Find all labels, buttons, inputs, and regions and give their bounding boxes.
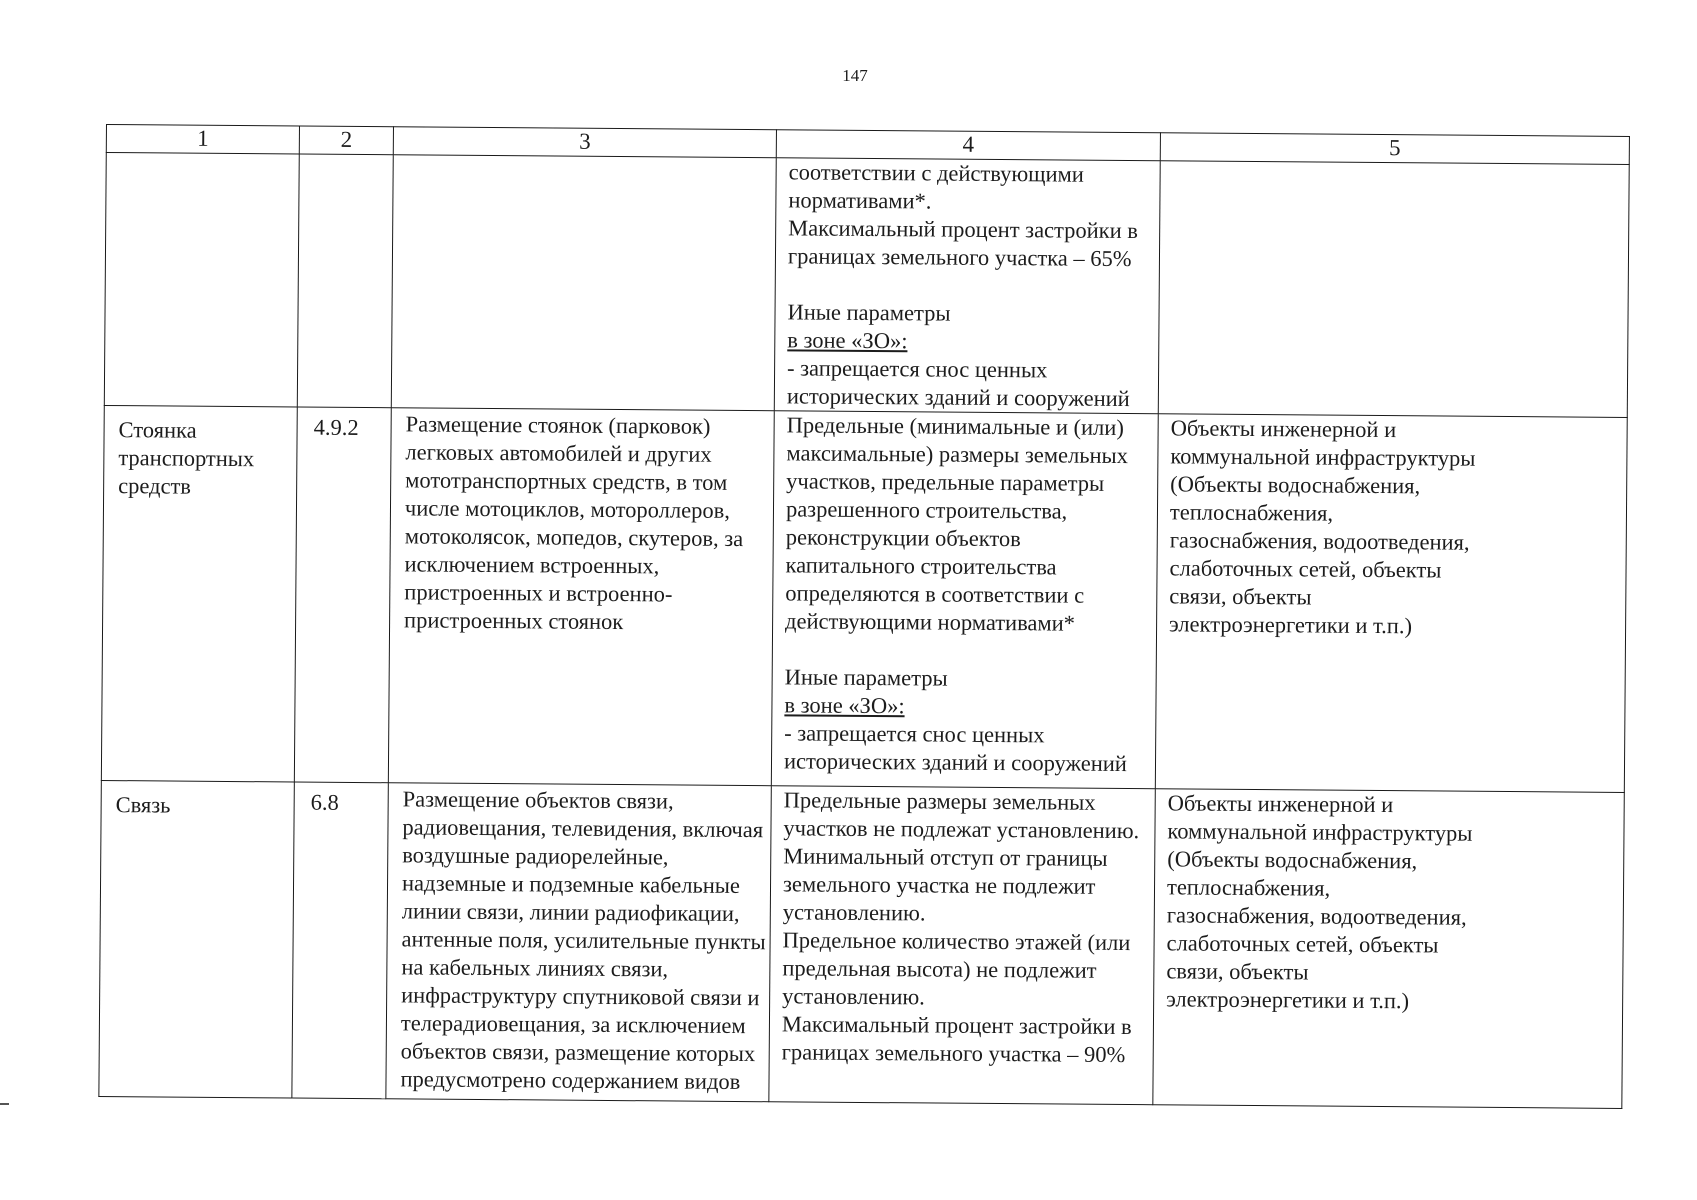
column-header-2: 2 (299, 126, 393, 155)
parameters-line: нормативами*. (788, 187, 932, 214)
use-code-cell (297, 154, 393, 408)
description-line: инфраструктуру спутниковой связи и (401, 982, 760, 1011)
description-line: мотоколясок, мопедов, скутеров, за (404, 523, 744, 552)
use-name-line: Связь (115, 792, 171, 818)
table-row-communications (99, 780, 1624, 1108)
use-name-line: Стоянка (118, 417, 197, 443)
table-row-continuation (104, 153, 1629, 418)
use-name-line: транспортных (118, 445, 255, 472)
parameters-line: границах земельного участка – 90% (781, 1039, 1126, 1068)
use-name-cell (101, 405, 297, 782)
use-name-line: средств (118, 473, 192, 499)
infrastructure-line: электроэнергетики и т.п.) (1169, 611, 1413, 639)
infrastructure-line: слаботочных сетей, объекты (1166, 930, 1439, 958)
infrastructure-line: электроэнергетики и т.п.) (1166, 986, 1410, 1014)
description-line: воздушные радиорелейные, (402, 842, 669, 870)
page-number: 147 (842, 66, 868, 85)
land-use-table (98, 124, 1630, 1109)
paragraph-gap (788, 270, 1151, 301)
zone-label: в зоне «ЗО»: (784, 692, 905, 719)
description-line: исключением встроенных, (404, 551, 660, 579)
parameters-line: Иные параметры (787, 299, 951, 326)
parameters-line: соответствии с действующими (788, 159, 1084, 187)
parameters-line: участков, предельные параметры (786, 468, 1105, 496)
infrastructure-line: связи, объекты (1166, 958, 1309, 985)
use-name-cell (104, 153, 299, 408)
infrastructure-cell (1153, 789, 1624, 1109)
description-line: на кабельных линиях связи, (401, 954, 669, 982)
use-description-cell (391, 155, 776, 411)
column-header-3: 3 (393, 127, 776, 158)
parameters-line: Предельные размеры земельных (783, 787, 1096, 815)
infrastructure-line: коммунальной инфраструктуры (1167, 818, 1473, 846)
parameters-line: границах земельного участка – 65% (787, 243, 1132, 272)
paragraph-gap (785, 635, 1148, 666)
parameters-line: предельная высота) не подлежит (782, 955, 1097, 983)
infrastructure-line: (Объекты водоснабжения, (1167, 846, 1418, 874)
table-row-parking (101, 405, 1627, 792)
parameters-line: земельного участка не подлежит (782, 871, 1096, 899)
description-line: телерадиовещания, за исключением (400, 1010, 746, 1039)
parameters-line: установлению. (782, 899, 926, 926)
column-header-5: 5 (1160, 133, 1629, 165)
parameters-line: участков не подлежат установлению. (783, 815, 1140, 844)
column-header-1: 1 (106, 125, 299, 155)
infrastructure-line: слаботочных сетей, объекты (1169, 555, 1442, 583)
use-description-cell (386, 783, 771, 1102)
use-code-cell (294, 407, 391, 783)
parameters-cell (769, 786, 1155, 1105)
parameters-line: Предельные (минимальные и (или) (786, 412, 1124, 441)
parameters-line: действующими нормативами* (785, 608, 1076, 636)
infrastructure-line: Объекты инженерной и (1170, 415, 1397, 443)
infrastructure-line: коммунальной инфраструктуры (1170, 443, 1476, 471)
parameters-line: - запрещается снос ценных (784, 720, 1045, 748)
parameters-cell (774, 158, 1160, 414)
description-line: числе мотоциклов, мотороллеров, (404, 495, 730, 523)
parameters-cell (771, 411, 1158, 789)
use-description-cell (388, 408, 774, 786)
parameters-line: Максимальный процент застройки в (781, 1011, 1132, 1040)
infrastructure-line: теплоснабжения, (1166, 874, 1331, 901)
description-line: надземные и подземные кабельные (401, 870, 741, 899)
description-line: радиовещания, телевидения, включая (402, 814, 764, 843)
parameters-line: капитального строительства (785, 552, 1057, 580)
description-line: пристроенных стоянок (404, 607, 624, 635)
parameters-line: Максимальный процент застройки в (788, 215, 1139, 244)
column-header-4: 4 (776, 130, 1160, 161)
parameters-line: исторических зданий и сооружений (786, 383, 1130, 412)
description-line: пристроенных и встроенно- (404, 579, 673, 607)
parameters-line: максимальные) размеры земельных (786, 440, 1129, 469)
use-code: 6.8 (310, 789, 339, 815)
parameters-line: - запрещается снос ценных (787, 355, 1048, 383)
parameters-line: реконструкции объектов (785, 524, 1021, 552)
infrastructure-line: газоснабжения, водоотведения, (1169, 527, 1470, 555)
description-line: мототранспортных средств, в том (405, 467, 728, 495)
description-line: легковых автомобилей и других (405, 439, 712, 467)
zone-label: в зоне «ЗО»: (787, 327, 908, 354)
infrastructure-line: теплоснабжения, (1169, 499, 1334, 526)
use-code-cell (292, 782, 388, 1099)
description-line: антенные поля, усилительные пункты (401, 926, 766, 955)
infrastructure-line: (Объекты водоснабжения, (1170, 471, 1421, 499)
parameters-line: установлению. (782, 983, 925, 1010)
description-line: Размещение стоянок (парковок) (405, 411, 711, 439)
description-line: линии связи, линии радиофикации, (401, 898, 740, 927)
infrastructure-cell (1158, 161, 1629, 418)
parameters-line: разрешенного строительства, (785, 496, 1068, 524)
description-line: предусмотрено содержанием видов (400, 1066, 741, 1095)
parameters-line: Предельное количество этажей (или (782, 927, 1131, 956)
use-name-cell (99, 780, 294, 1098)
parameters-line: Иные параметры (784, 664, 948, 691)
description-line: объектов связи, размещение которых (400, 1038, 756, 1067)
scan-margin-mark (0, 1103, 9, 1105)
infrastructure-cell (1155, 414, 1627, 793)
description-line: Размещение объектов связи, (402, 786, 674, 814)
infrastructure-line: Объекты инженерной и (1167, 790, 1394, 818)
parameters-line: Минимальный отступ от границы (783, 843, 1108, 871)
parameters-line: исторических зданий и сооружений (783, 748, 1127, 777)
parameters-line: определяются в соответствии с (785, 580, 1085, 608)
use-code: 4.9.2 (313, 414, 359, 440)
infrastructure-line: связи, объекты (1169, 583, 1312, 610)
infrastructure-line: газоснабжения, водоотведения, (1166, 902, 1467, 930)
